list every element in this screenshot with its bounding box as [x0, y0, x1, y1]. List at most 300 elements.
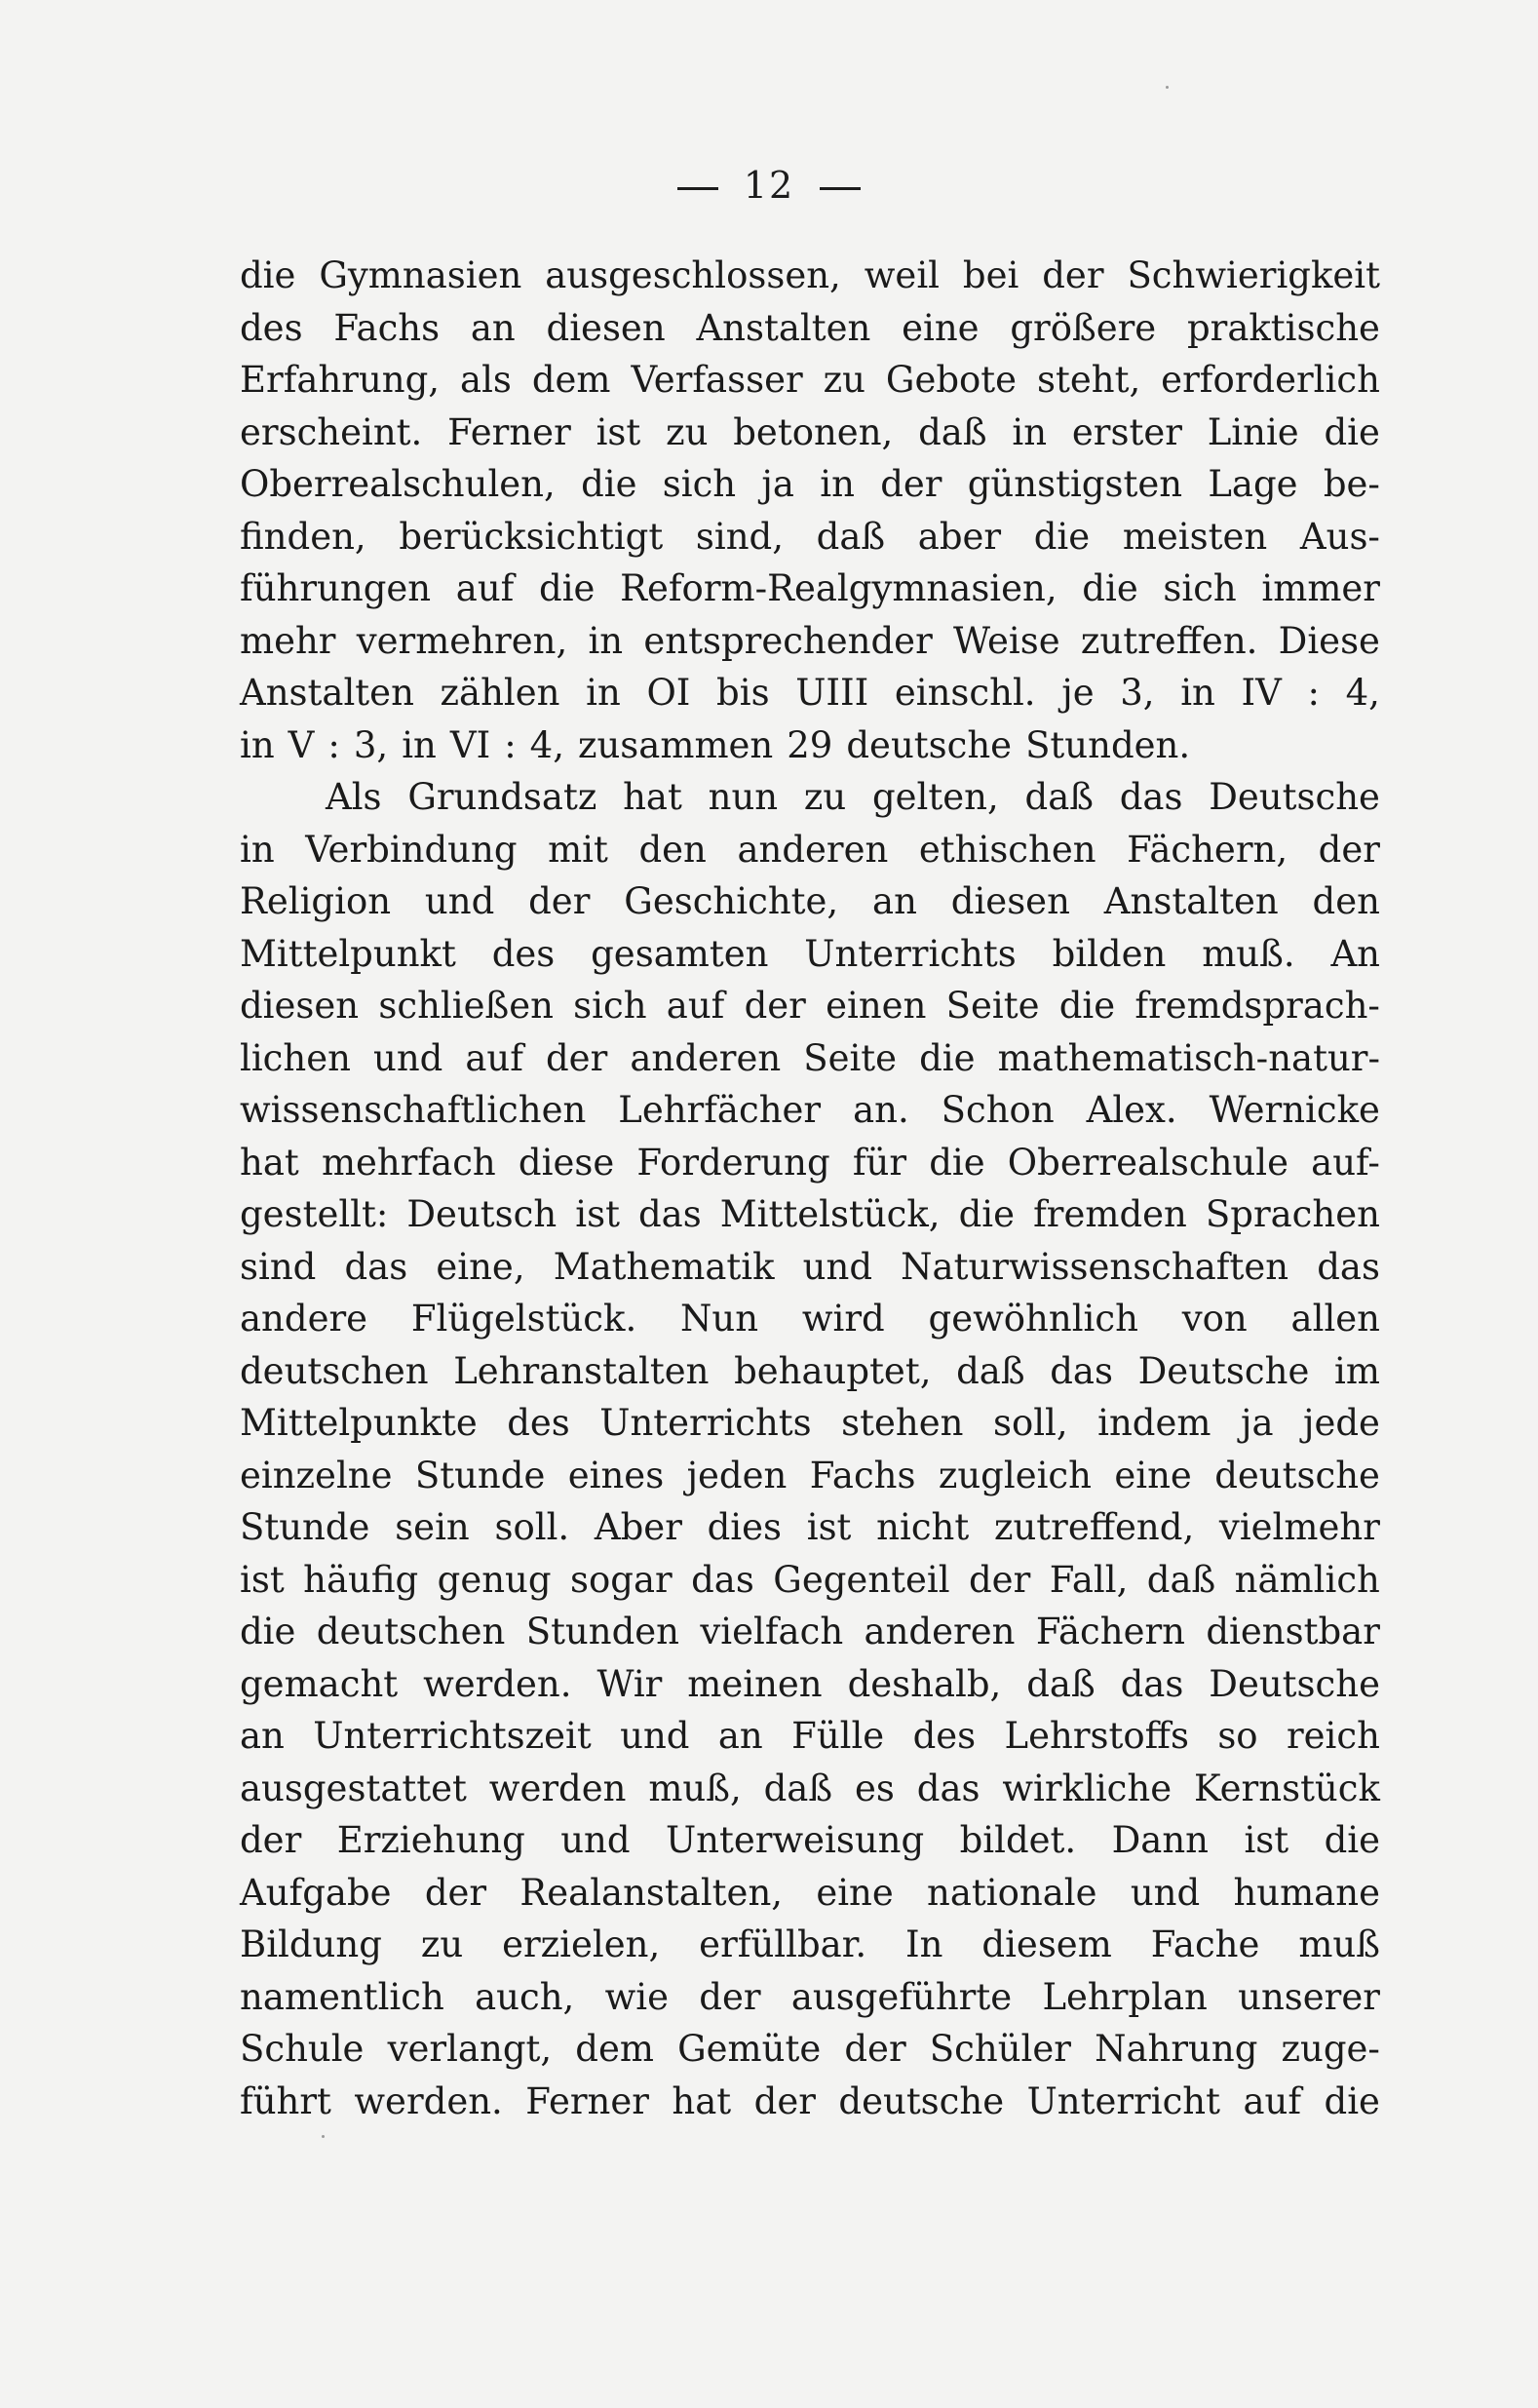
word: im	[1334, 1349, 1380, 1392]
word: ja	[761, 463, 794, 505]
word: Nahrung	[1095, 2028, 1258, 2070]
word: vermehren,	[356, 619, 568, 662]
word: den	[638, 828, 707, 871]
word: die	[1058, 985, 1116, 1027]
word: fremden	[1033, 1193, 1187, 1235]
word: daß	[763, 1767, 833, 1809]
word: andere	[240, 1298, 368, 1340]
paper-speck	[322, 2135, 325, 2138]
word: Reform-Realgymnasien,	[620, 567, 1057, 609]
word: deshalb,	[847, 1662, 1002, 1705]
word: für	[852, 1141, 907, 1184]
text-line	[240, 1658, 1380, 1711]
word: an	[872, 880, 917, 922]
page-number: 12	[743, 164, 795, 207]
word: in	[240, 828, 275, 871]
word: Gebote	[885, 359, 1018, 401]
word: Erziehung	[336, 1819, 525, 1861]
word: in	[1180, 672, 1215, 714]
word: wissenschaftlichen	[240, 1089, 587, 1131]
word: und	[1130, 1871, 1201, 1914]
word: Nun	[680, 1298, 759, 1340]
word: und	[424, 880, 495, 922]
word: des	[491, 932, 556, 975]
word: aber	[917, 515, 1002, 558]
word: lichen	[240, 1036, 351, 1079]
word: OI	[646, 672, 691, 714]
word: Gegenteil	[773, 1558, 950, 1601]
word: Wernicke	[1209, 1089, 1380, 1131]
word: 4,	[529, 723, 564, 766]
word: zusammen	[577, 723, 774, 766]
word: das	[916, 1767, 980, 1809]
word: führungen	[240, 567, 432, 609]
word: es	[854, 1767, 895, 1809]
word: und	[560, 1819, 631, 1861]
word: sein	[395, 1506, 470, 1548]
word: Oberrealschulen,	[240, 463, 556, 505]
word: der	[744, 985, 806, 1027]
word: daß	[918, 410, 987, 453]
word: unserer	[1238, 1975, 1380, 2018]
word: deutsche	[1214, 1454, 1380, 1496]
word: erforderlich	[1161, 359, 1380, 401]
word: Fachs	[809, 1454, 916, 1496]
word: Unterweisung	[666, 1819, 925, 1861]
text-line	[240, 1032, 1380, 1085]
word: Deutsche	[1209, 776, 1380, 818]
word: und	[620, 1715, 690, 1757]
word: bildet.	[959, 1819, 1077, 1861]
word: mehr	[240, 619, 336, 662]
word: An	[1330, 932, 1380, 975]
word: namentlich	[240, 1975, 444, 2018]
word: daß	[1026, 1662, 1096, 1705]
body-text	[240, 250, 1380, 2127]
word: VI	[449, 723, 491, 766]
word: günstigsten	[967, 463, 1183, 505]
word: ja	[1240, 1402, 1274, 1444]
word: ausgeführte	[790, 1975, 1013, 2018]
word: Unterrichts	[804, 932, 1017, 975]
word: nationale	[927, 1871, 1097, 1914]
word: Fülle	[791, 1715, 885, 1757]
word: soll.	[494, 1506, 570, 1548]
word: in	[402, 723, 437, 766]
word: daß	[1024, 776, 1094, 818]
word: Fächern	[1035, 1611, 1185, 1652]
word: dem	[575, 2028, 654, 2070]
text-line	[240, 563, 1380, 615]
text-line	[240, 1710, 1380, 1763]
word: Weise	[953, 619, 1060, 662]
word: 3,	[353, 723, 389, 766]
word: Gemüte	[677, 2028, 822, 2070]
word: Diese	[1278, 619, 1380, 662]
text-line	[240, 1554, 1380, 1607]
word: zugleich	[938, 1454, 1092, 1496]
word: Mittelpunkt	[240, 932, 456, 975]
word: jeden	[686, 1454, 788, 1496]
word: und	[372, 1036, 443, 1079]
word: Deutsch	[406, 1193, 558, 1235]
word: behauptet,	[734, 1349, 932, 1392]
word: der	[546, 1036, 608, 1079]
word: entsprechender	[643, 619, 933, 662]
word: ist	[575, 1193, 620, 1235]
text-line	[240, 1919, 1380, 1971]
word: ist	[596, 410, 641, 453]
word: diesen	[240, 985, 360, 1027]
word: ethischen	[918, 828, 1096, 871]
word: 3,	[1120, 672, 1155, 714]
word: Schüler	[929, 2028, 1071, 2070]
word: die	[539, 567, 596, 609]
word: einschl.	[894, 672, 1036, 714]
word: je	[1061, 672, 1095, 714]
word: dienstbar	[1206, 1611, 1380, 1652]
word: der	[1042, 254, 1104, 296]
word: deutsche	[846, 723, 1013, 766]
word: fremdsprach-	[1134, 985, 1380, 1027]
text-line	[240, 1450, 1380, 1502]
word: Fall,	[1049, 1558, 1129, 1601]
word: anderen	[864, 1611, 1016, 1652]
word: ist	[240, 1558, 285, 1601]
word: werden.	[354, 2079, 503, 2122]
word: ausgestattet	[240, 1767, 467, 1809]
word: anderen	[737, 828, 889, 871]
word: die	[240, 1611, 296, 1652]
word: Seite	[803, 1036, 898, 1079]
word: und	[802, 1245, 873, 1288]
word: Stunden.	[1025, 723, 1191, 766]
word: eine	[1114, 1454, 1192, 1496]
word: allen	[1290, 1298, 1380, 1340]
word: das	[638, 1193, 702, 1235]
word: auf	[1243, 2079, 1302, 2122]
word: Lehranstalten	[453, 1349, 710, 1392]
word: auf-	[1311, 1141, 1380, 1184]
word: anderen	[630, 1036, 782, 1079]
word: des	[912, 1715, 977, 1757]
word: sich	[1163, 567, 1237, 609]
page-number-header	[0, 164, 1538, 207]
word: wird	[801, 1298, 885, 1340]
word: meinen	[687, 1662, 823, 1705]
word: ist	[1244, 1819, 1289, 1861]
word: zutreffen.	[1080, 619, 1258, 662]
word: mehrfach	[321, 1141, 496, 1184]
word: zu	[420, 1923, 464, 1965]
word: die	[958, 1193, 1016, 1235]
word: auf	[455, 567, 515, 609]
word: sich	[662, 463, 737, 505]
word: Verfasser	[631, 359, 803, 401]
word: V	[288, 723, 315, 766]
word: die	[919, 1036, 976, 1079]
word: jede	[1302, 1402, 1380, 1444]
text-line	[240, 2023, 1380, 2076]
text-line	[240, 458, 1380, 511]
word: betonen,	[733, 410, 894, 453]
word: indem	[1097, 1402, 1211, 1444]
word: in	[820, 463, 855, 505]
word: Dann	[1111, 1819, 1210, 1861]
word: Lage	[1208, 463, 1298, 505]
word: gemacht	[240, 1662, 399, 1705]
word: Fache	[1150, 1923, 1260, 1965]
word: steht,	[1037, 359, 1141, 401]
word: bilden	[1052, 932, 1167, 975]
text-line	[240, 250, 1380, 302]
word: Stunde	[414, 1454, 546, 1496]
paper-speck	[1166, 86, 1169, 89]
word: eine,	[436, 1245, 525, 1288]
word: Unterrichts	[599, 1402, 812, 1444]
text-line	[240, 1606, 1380, 1658]
word: der	[1318, 828, 1380, 871]
word: diesen	[546, 306, 666, 349]
word: muß.	[1202, 932, 1295, 975]
word: daß	[956, 1349, 1025, 1392]
word: Naturwissenschaften	[901, 1245, 1289, 1288]
text-line	[240, 771, 1380, 824]
word: Religion	[240, 880, 392, 922]
word: an.	[853, 1089, 909, 1131]
word: der	[240, 1819, 302, 1861]
word: stehen	[841, 1402, 964, 1444]
word: diese	[518, 1141, 615, 1184]
word: :	[1307, 672, 1320, 714]
word: in	[586, 672, 621, 714]
word: hat	[672, 2079, 732, 2122]
word: die	[1033, 515, 1091, 558]
word: einen	[826, 985, 927, 1027]
word: erzielen,	[502, 1923, 661, 1965]
word: genug	[437, 1558, 552, 1601]
word: einzelne	[240, 1454, 393, 1496]
word: Unterrichtszeit	[313, 1715, 592, 1757]
word: Ferner	[447, 410, 571, 453]
word: hat	[623, 776, 682, 818]
text-line	[240, 2076, 1380, 2128]
word: muß	[1298, 1923, 1380, 1965]
dash-left	[677, 187, 718, 190]
word: finden,	[240, 515, 366, 558]
word: zu	[666, 410, 709, 453]
word: daß	[816, 515, 886, 558]
word: diesem	[981, 1923, 1112, 1965]
word: Lehrfächer	[618, 1089, 822, 1131]
word: eines	[567, 1454, 665, 1496]
word: Linie	[1207, 410, 1299, 453]
word: häufig	[303, 1558, 419, 1601]
text-line	[240, 302, 1380, 355]
text-line	[240, 1763, 1380, 1815]
word: deutschen	[316, 1611, 506, 1652]
word: des	[507, 1402, 570, 1444]
text-line	[240, 875, 1380, 928]
word: des	[240, 306, 303, 349]
text-line	[240, 980, 1380, 1032]
word: Stunde	[240, 1506, 370, 1548]
word: berücksichtigt	[399, 515, 664, 558]
word: nämlich	[1234, 1558, 1380, 1601]
word: ist	[806, 1506, 852, 1548]
word: der	[528, 880, 591, 922]
word: zutreffend,	[993, 1506, 1195, 1548]
word: die	[929, 1141, 985, 1184]
word: weil	[864, 254, 940, 296]
word: be-	[1323, 463, 1380, 505]
word: das	[1119, 776, 1183, 818]
word: die	[1324, 410, 1380, 453]
word: Stunden	[525, 1611, 680, 1652]
word: diesen	[950, 880, 1070, 922]
word: hat	[240, 1141, 299, 1184]
word: Lehrstoffs	[1004, 1715, 1189, 1757]
word: mathematisch-natur-	[997, 1036, 1380, 1079]
word: Oberrealschule	[1007, 1141, 1288, 1184]
word: eine	[902, 306, 980, 349]
word: erfüllbar.	[699, 1923, 867, 1965]
word: an	[470, 306, 516, 349]
word: deutsche	[838, 2079, 1005, 2122]
word: nicht	[876, 1506, 970, 1548]
text-line	[240, 1188, 1380, 1241]
word: :	[504, 723, 517, 766]
word: größere	[1010, 306, 1157, 349]
word: Anstalten	[696, 306, 871, 349]
word: sogar	[570, 1558, 673, 1601]
word: sind,	[695, 515, 784, 558]
text-line	[240, 1293, 1380, 1345]
word: UIII	[795, 672, 869, 714]
word: muß,	[648, 1767, 742, 1809]
word: In	[905, 1923, 943, 1965]
word: so	[1217, 1715, 1258, 1757]
word: mit	[548, 828, 608, 871]
word: der	[424, 1871, 487, 1914]
word: deutschen	[240, 1349, 429, 1392]
word: in	[588, 619, 624, 662]
dash-right	[820, 187, 861, 190]
word: Forderung	[636, 1141, 830, 1184]
text-line	[240, 1501, 1380, 1554]
word: Kernstück	[1194, 1767, 1380, 1809]
word: vielfach	[700, 1611, 844, 1652]
word: zu	[823, 359, 865, 401]
word: zu	[803, 776, 847, 818]
word: Grundsatz	[407, 776, 597, 818]
word: Gymnasien	[319, 254, 522, 296]
word: Lehrplan	[1042, 1975, 1208, 2018]
word: Schule	[240, 2028, 365, 2070]
word: nun	[708, 776, 779, 818]
word: Geschichte,	[624, 880, 839, 922]
word: erscheint.	[240, 410, 423, 453]
word: zählen	[440, 672, 560, 714]
text-line	[240, 1397, 1380, 1450]
word: dem	[531, 359, 611, 401]
word: die	[581, 463, 637, 505]
word: das	[1317, 1245, 1380, 1288]
word: Fächern,	[1127, 828, 1288, 871]
word: das	[1050, 1349, 1113, 1392]
word: das	[691, 1558, 754, 1601]
text-line	[240, 1137, 1380, 1189]
word: an	[717, 1715, 763, 1757]
text-line	[240, 1241, 1380, 1294]
word: gewöhnlich	[928, 1298, 1138, 1340]
text-line	[240, 719, 1380, 772]
word: Aber	[594, 1506, 682, 1548]
word: der	[969, 1558, 1031, 1601]
word: meisten	[1122, 515, 1268, 558]
word: führt	[240, 2079, 331, 2122]
word: Wir	[596, 1662, 663, 1705]
text-line	[240, 1345, 1380, 1398]
word: 29	[787, 723, 833, 766]
word: Erfahrung,	[240, 359, 441, 401]
word: die	[1082, 567, 1138, 609]
word: Schon	[941, 1089, 1055, 1131]
word: Schwierigkeit	[1127, 254, 1380, 296]
word: in	[240, 723, 275, 766]
word: werden	[488, 1767, 627, 1809]
word: Anstalten	[1103, 880, 1279, 922]
word: Verbindung	[305, 828, 518, 871]
word: Seite	[945, 985, 1040, 1027]
word: Anstalten	[240, 672, 414, 714]
text-line	[240, 615, 1380, 668]
word: dies	[707, 1506, 783, 1548]
text-line	[240, 667, 1380, 719]
text-line	[240, 407, 1380, 459]
word: den	[1312, 880, 1380, 922]
word: praktische	[1186, 306, 1380, 349]
word: Sprachen	[1205, 1193, 1380, 1235]
word: soll,	[992, 1402, 1068, 1444]
word: daß	[1146, 1558, 1216, 1601]
word: Deutsche	[1209, 1662, 1380, 1705]
word: schließen	[378, 985, 554, 1027]
word: Bildung	[240, 1923, 382, 1965]
word: Ferner	[525, 2079, 649, 2122]
word: Alex.	[1086, 1089, 1177, 1131]
word: humane	[1233, 1871, 1380, 1914]
word: Aufgabe	[240, 1871, 392, 1914]
word: sind	[240, 1245, 317, 1288]
word: gestellt:	[240, 1193, 389, 1235]
word: wie	[604, 1975, 669, 2018]
text-line	[240, 1867, 1380, 1920]
word: wirkliche	[1002, 1767, 1173, 1809]
word: als	[460, 359, 512, 401]
word: die	[1324, 2079, 1380, 2122]
word: der	[753, 2079, 816, 2122]
word: verlangt,	[387, 2028, 553, 2070]
word: Unterricht	[1026, 2079, 1220, 2122]
word: auf	[465, 1036, 523, 1079]
word: auch,	[475, 1975, 575, 2018]
word: das	[344, 1245, 408, 1288]
word: ausgeschlossen,	[545, 254, 841, 296]
word: bei	[962, 254, 1019, 296]
word: zuge-	[1281, 2028, 1380, 2070]
word: Realanstalten,	[519, 1871, 784, 1914]
